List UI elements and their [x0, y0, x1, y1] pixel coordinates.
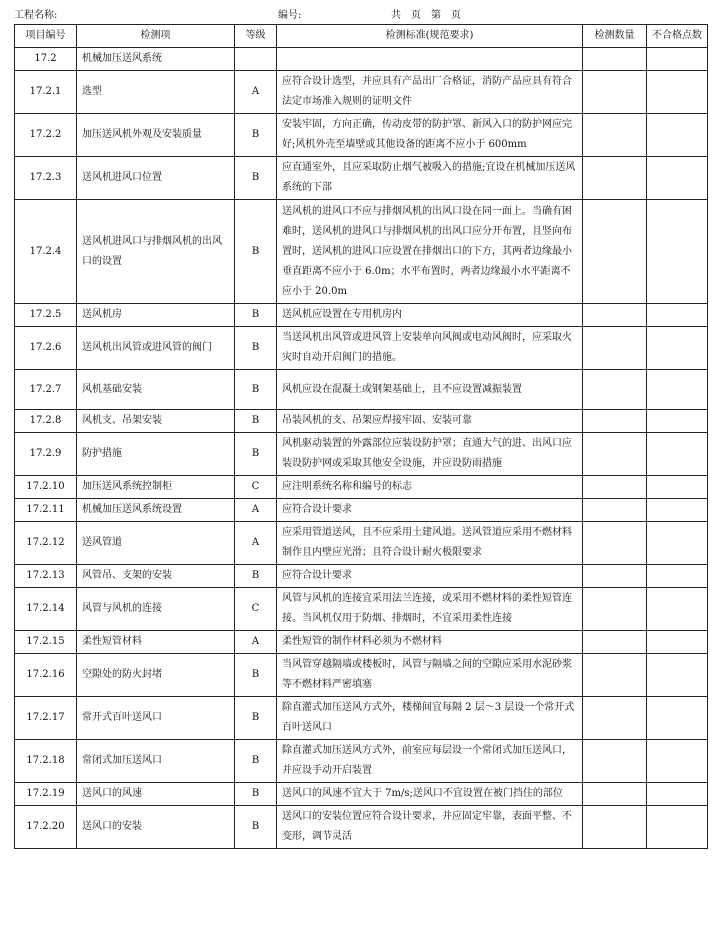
standard-cell: 应符合设计要求: [277, 565, 583, 588]
page-count-label: 共 页 第 页: [391, 10, 461, 21]
check-quantity-cell: [583, 740, 647, 783]
table-row: [15, 522, 708, 565]
item-number-cell: 17.2.10: [15, 476, 77, 499]
check-item-cell: 送风口的安装: [77, 806, 235, 849]
failed-points-cell: [647, 71, 708, 114]
check-item-cell: 柔性短管材料: [77, 631, 235, 654]
item-number-cell: 17.2.4: [15, 200, 77, 304]
table-row: [15, 476, 708, 499]
item-number-cell: 17.2.13: [15, 565, 77, 588]
standard-cell: 吊装风机的支、吊架应焊接牢固、安装可靠: [277, 410, 583, 433]
failed-points-cell: [647, 631, 708, 654]
item-number-cell: 17.2.1: [15, 71, 77, 114]
failed-points-cell: [647, 433, 708, 476]
check-item-cell: 加压送风系统控制柜: [77, 476, 235, 499]
standard-cell: 应采用管道送风，且不应采用土建风道。送风管道应采用不燃材料制作且内壁应光滑；且符合设计耐火极限要求: [277, 522, 583, 565]
check-item-cell: 送风机进风口位置: [77, 157, 235, 200]
standard-cell: 送风口的风速不宜大于 7m/s;送风口不宜设置在被门挡住的部位: [277, 783, 583, 806]
item-number-cell: 17.2.17: [15, 697, 77, 740]
table-row: [15, 48, 708, 71]
check-quantity-cell: [583, 499, 647, 522]
header-check-quantity: 检测数量: [583, 25, 647, 48]
check-quantity-cell: [583, 200, 647, 304]
grade-cell: A: [235, 522, 277, 565]
failed-points-cell: [647, 476, 708, 499]
check-quantity-cell: [583, 304, 647, 327]
table-header-row: [15, 25, 708, 48]
check-quantity-cell: [583, 631, 647, 654]
failed-points-cell: [647, 654, 708, 697]
failed-points-cell: [647, 499, 708, 522]
standard-cell: [277, 48, 583, 71]
check-quantity-cell: [583, 522, 647, 565]
check-item-cell: 常开式百叶送风口: [77, 697, 235, 740]
grade-cell: B: [235, 200, 277, 304]
check-item-cell: 空隙处的防火封堵: [77, 654, 235, 697]
item-number-cell: 17.2.15: [15, 631, 77, 654]
table-row: [15, 697, 708, 740]
grade-cell: B: [235, 783, 277, 806]
item-number-cell: 17.2.14: [15, 588, 77, 631]
grade-cell: B: [235, 304, 277, 327]
check-quantity-cell: [583, 410, 647, 433]
grade-cell: B: [235, 740, 277, 783]
failed-points-cell: [647, 697, 708, 740]
standard-cell: 送风机应设置在专用机房内: [277, 304, 583, 327]
grade-cell: C: [235, 476, 277, 499]
check-item-cell: 送风管道: [77, 522, 235, 565]
check-quantity-cell: [583, 806, 647, 849]
standard-cell: 当风管穿越隔墙或楼板时，风管与隔墙之间的空隙应采用水泥砂浆等不燃材料严密填塞: [277, 654, 583, 697]
grade-cell: B: [235, 157, 277, 200]
check-item-cell: 风机基础安装: [77, 370, 235, 410]
failed-points-cell: [647, 200, 708, 304]
standard-cell: 应符合设计要求: [277, 499, 583, 522]
inspection-table: [14, 24, 708, 849]
standard-cell: 送风机的进风口不应与排烟风机的出风口设在同一面上。当确有困难时，送风机的进风口与排烟风机的出风口应分开布置，且竖向布置时，送风机的进风口应设置在排烟出口的下方，其两者边缘最小垂直距离不应小于 6.0m；水平布置时，两者边缘最小水平距离不应小于 20.0m: [277, 200, 583, 304]
check-item-cell: 送风口的风速: [77, 783, 235, 806]
table-row: [15, 631, 708, 654]
check-quantity-cell: [583, 476, 647, 499]
item-number-cell: 17.2.11: [15, 499, 77, 522]
standard-cell: 应符合设计选型，并应具有产品出厂合格证，消防产品应具有符合法定市场准入规则的证明文件: [277, 71, 583, 114]
header-item-number: 项目编号: [15, 25, 77, 48]
table-row: [15, 157, 708, 200]
grade-cell: B: [235, 327, 277, 370]
failed-points-cell: [647, 740, 708, 783]
header-failed-points: 不合格点数: [647, 25, 708, 48]
item-number-cell: 17.2: [15, 48, 77, 71]
header-standard: 检测标准(规范要求): [277, 25, 583, 48]
item-number-cell: 17.2.9: [15, 433, 77, 476]
grade-cell: B: [235, 654, 277, 697]
table-row: [15, 327, 708, 370]
check-item-cell: 风机支、吊架安装: [77, 410, 235, 433]
check-item-cell: 加压送风机外观及安装质量: [77, 114, 235, 157]
failed-points-cell: [647, 410, 708, 433]
failed-points-cell: [647, 588, 708, 631]
check-item-cell: 送风机出风管或进风管的阀门: [77, 327, 235, 370]
failed-points-cell: [647, 157, 708, 200]
item-number-cell: 17.2.19: [15, 783, 77, 806]
standard-cell: 风机应设在混凝土或钢架基础上，且不应设置减振装置: [277, 370, 583, 410]
check-quantity-cell: [583, 71, 647, 114]
item-number-cell: 17.2.5: [15, 304, 77, 327]
table-row: [15, 565, 708, 588]
failed-points-cell: [647, 783, 708, 806]
table-row: [15, 114, 708, 157]
failed-points-cell: [647, 370, 708, 410]
failed-points-cell: [647, 114, 708, 157]
check-quantity-cell: [583, 327, 647, 370]
grade-cell: B: [235, 370, 277, 410]
table-row: [15, 588, 708, 631]
grade-cell: B: [235, 697, 277, 740]
table-row: [15, 370, 708, 410]
check-quantity-cell: [583, 588, 647, 631]
table-row: [15, 654, 708, 697]
standard-cell: 送风口的安装位置应符合设计要求，并应固定牢靠，表面平整、不变形，调节灵活: [277, 806, 583, 849]
check-quantity-cell: [583, 654, 647, 697]
table-row: [15, 740, 708, 783]
table-row: [15, 783, 708, 806]
check-item-cell: 常闭式加压送风口: [77, 740, 235, 783]
table-row: [15, 304, 708, 327]
standard-cell: 除直灌式加压送风方式外，楼梯间宜每隔 2 层～3 层设一个常开式百叶送风口: [277, 697, 583, 740]
grade-cell: [235, 48, 277, 71]
grade-cell: C: [235, 588, 277, 631]
table-row: [15, 433, 708, 476]
grade-cell: B: [235, 565, 277, 588]
table-row: [15, 806, 708, 849]
failed-points-cell: [647, 304, 708, 327]
form-header: [0, 0, 719, 22]
check-item-cell: 风管吊、支架的安装: [77, 565, 235, 588]
standard-cell: 风管与风机的连接宜采用法兰连接，或采用不燃材料的柔性短管连接。当风机仅用于防烟、排烟时，不宜采用柔性连接: [277, 588, 583, 631]
check-item-cell: 机械加压送风系统设置: [77, 499, 235, 522]
standard-cell: 应注明系统名称和编号的标志: [277, 476, 583, 499]
check-item-cell: 送风机房: [77, 304, 235, 327]
check-quantity-cell: [583, 157, 647, 200]
failed-points-cell: [647, 806, 708, 849]
table-row: [15, 499, 708, 522]
item-number-cell: 17.2.16: [15, 654, 77, 697]
check-quantity-cell: [583, 783, 647, 806]
item-number-cell: 17.2.8: [15, 410, 77, 433]
grade-cell: A: [235, 499, 277, 522]
standard-cell: 安装牢固，方向正确，传动皮带的防护罩、新风入口的防护网应完好;风机外壳至墙壁或其他设备的距离不应小于 600mm: [277, 114, 583, 157]
failed-points-cell: [647, 522, 708, 565]
check-item-cell: 机械加压送风系统: [77, 48, 235, 71]
check-quantity-cell: [583, 114, 647, 157]
table-row: [15, 71, 708, 114]
standard-cell: 柔性短管的制作材料必须为不燃材料: [277, 631, 583, 654]
check-quantity-cell: [583, 433, 647, 476]
check-quantity-cell: [583, 370, 647, 410]
standard-cell: 除直灌式加压送风方式外，前室应每层设一个常闭式加压送风口，并应设手动开启装置: [277, 740, 583, 783]
standard-cell: 风机驱动装置的外露部位应装设防护罩；直通大气的进、出风口应装设防护网或采取其他安全设施，并应设防雨措施: [277, 433, 583, 476]
grade-cell: B: [235, 433, 277, 476]
grade-cell: A: [235, 71, 277, 114]
item-number-cell: 17.2.7: [15, 370, 77, 410]
header-grade: 等级: [235, 25, 277, 48]
check-item-cell: 选型: [77, 71, 235, 114]
failed-points-cell: [647, 327, 708, 370]
check-quantity-cell: [583, 48, 647, 71]
standard-cell: 应直通室外，且应采取防止烟气被吸入的措施;宜设在机械加压送风系统的下部: [277, 157, 583, 200]
item-number-cell: 17.2.20: [15, 806, 77, 849]
grade-cell: B: [235, 806, 277, 849]
grade-cell: B: [235, 114, 277, 157]
number-label: 编号:: [278, 10, 302, 21]
item-number-cell: 17.2.18: [15, 740, 77, 783]
check-item-cell: 送风机进风口与排烟风机的出风口的设置: [77, 200, 235, 304]
item-number-cell: 17.2.6: [15, 327, 77, 370]
item-number-cell: 17.2.3: [15, 157, 77, 200]
check-item-cell: 风管与风机的连接: [77, 588, 235, 631]
failed-points-cell: [647, 565, 708, 588]
check-quantity-cell: [583, 697, 647, 740]
grade-cell: A: [235, 631, 277, 654]
item-number-cell: 17.2.2: [15, 114, 77, 157]
header-check-item: 检测项: [77, 25, 235, 48]
failed-points-cell: [647, 48, 708, 71]
standard-cell: 当送风机出风管或进风管上安装单向风阀或电动风阀时，应采取火灾时自动开启阀门的措施。: [277, 327, 583, 370]
check-item-cell: 防护措施: [77, 433, 235, 476]
grade-cell: B: [235, 410, 277, 433]
check-quantity-cell: [583, 565, 647, 588]
item-number-cell: 17.2.12: [15, 522, 77, 565]
table-row: [15, 410, 708, 433]
project-name-label: 工程名称:: [14, 10, 58, 21]
table-row: [15, 200, 708, 304]
